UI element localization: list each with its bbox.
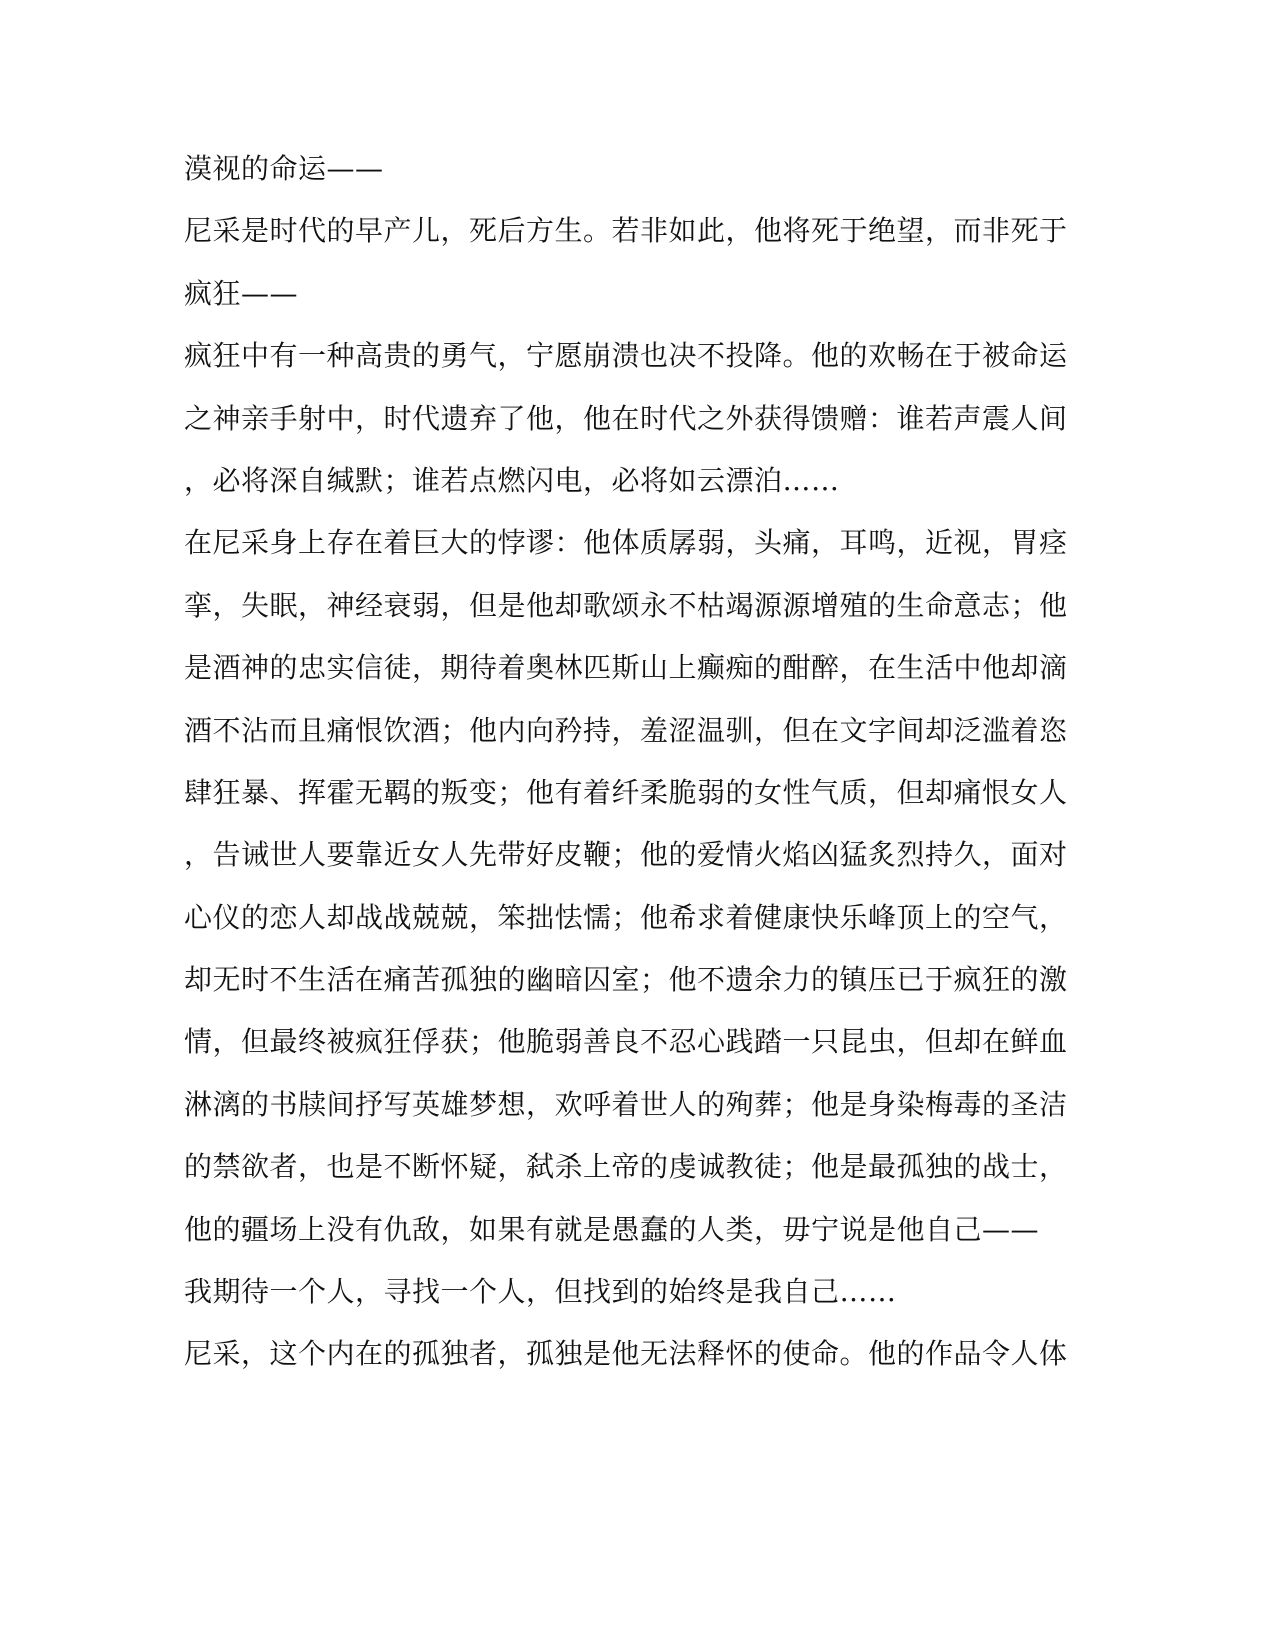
text-line: 在尼采身上存在着巨大的悖谬：他体质孱弱，头痛，耳鸣，近视，胃痉 xyxy=(184,526,1068,560)
text-line: 尼采，这个内在的孤独者，孤独是他无法释怀的使命。他的作品令人体 xyxy=(184,1337,1068,1371)
text-line: 疯狂中有一种高贵的勇气，宁愿崩溃也决不投降。他的欢畅在于被命运 xyxy=(184,339,1068,373)
text-line: 挛，失眠，神经衰弱，但是他却歌颂永不枯竭源源增殖的生命意志；他 xyxy=(184,588,1068,622)
text-line: 是酒神的忠实信徒，期待着奥林匹斯山上癫痴的酣醉，在生活中他却滴 xyxy=(184,651,1068,685)
text-line: 之神亲手射中，时代遗弃了他，他在时代之外获得馈赠：谁若声震人间 xyxy=(184,401,1068,435)
text-line: 淋漓的书牍间抒写英雄梦想，欢呼着世人的殉葬；他是身染梅毒的圣洁 xyxy=(184,1087,1068,1121)
text-line: 情，但最终被疯狂俘获；他脆弱善良不忍心践踏一只昆虫，但却在鲜血 xyxy=(184,1025,1068,1059)
text-line: 肆狂暴、挥霍无羁的叛变；他有着纤柔脆弱的女性气质，但却痛恨女人 xyxy=(184,775,1068,809)
text-line: 我期待一个人，寻找一个人，但找到的始终是我自己…… xyxy=(184,1275,897,1309)
text-line: 酒不沾而且痛恨饮酒；他内向矜持，羞涩温驯，但在文字间却泛滥着恣 xyxy=(184,713,1068,747)
text-line: 漠视的命运—— xyxy=(184,152,384,185)
text-line: ，告诫世人要靠近女人先带好皮鞭；他的爱情火焰凶猛炙烈持久，面对 xyxy=(184,838,1068,872)
text-line: 尼采是时代的早产儿，死后方生。若非如此，他将死于绝望，而非死于 xyxy=(184,214,1068,248)
text-line: ，必将深自缄默；谁若点燃闪电，必将如云漂泊…… xyxy=(184,463,840,497)
text-line: 心仪的恋人却战战兢兢，笨拙怯懦；他希求着健康快乐峰顶上的空气， xyxy=(184,900,1068,934)
body-text xyxy=(184,138,1084,1386)
text-line: 却无时不生活在痛苦孤独的幽暗囚室；他不遗余力的镇压已于疯狂的激 xyxy=(184,963,1068,997)
text-line: 的禁欲者，也是不断怀疑，弑杀上帝的虔诚教徒；他是最孤独的战士， xyxy=(184,1150,1068,1184)
text-line: 疯狂—— xyxy=(184,276,299,310)
text-line: 他的疆场上没有仇敌，如果有就是愚蠢的人类，毋宁说是他自己—— xyxy=(184,1212,1040,1246)
